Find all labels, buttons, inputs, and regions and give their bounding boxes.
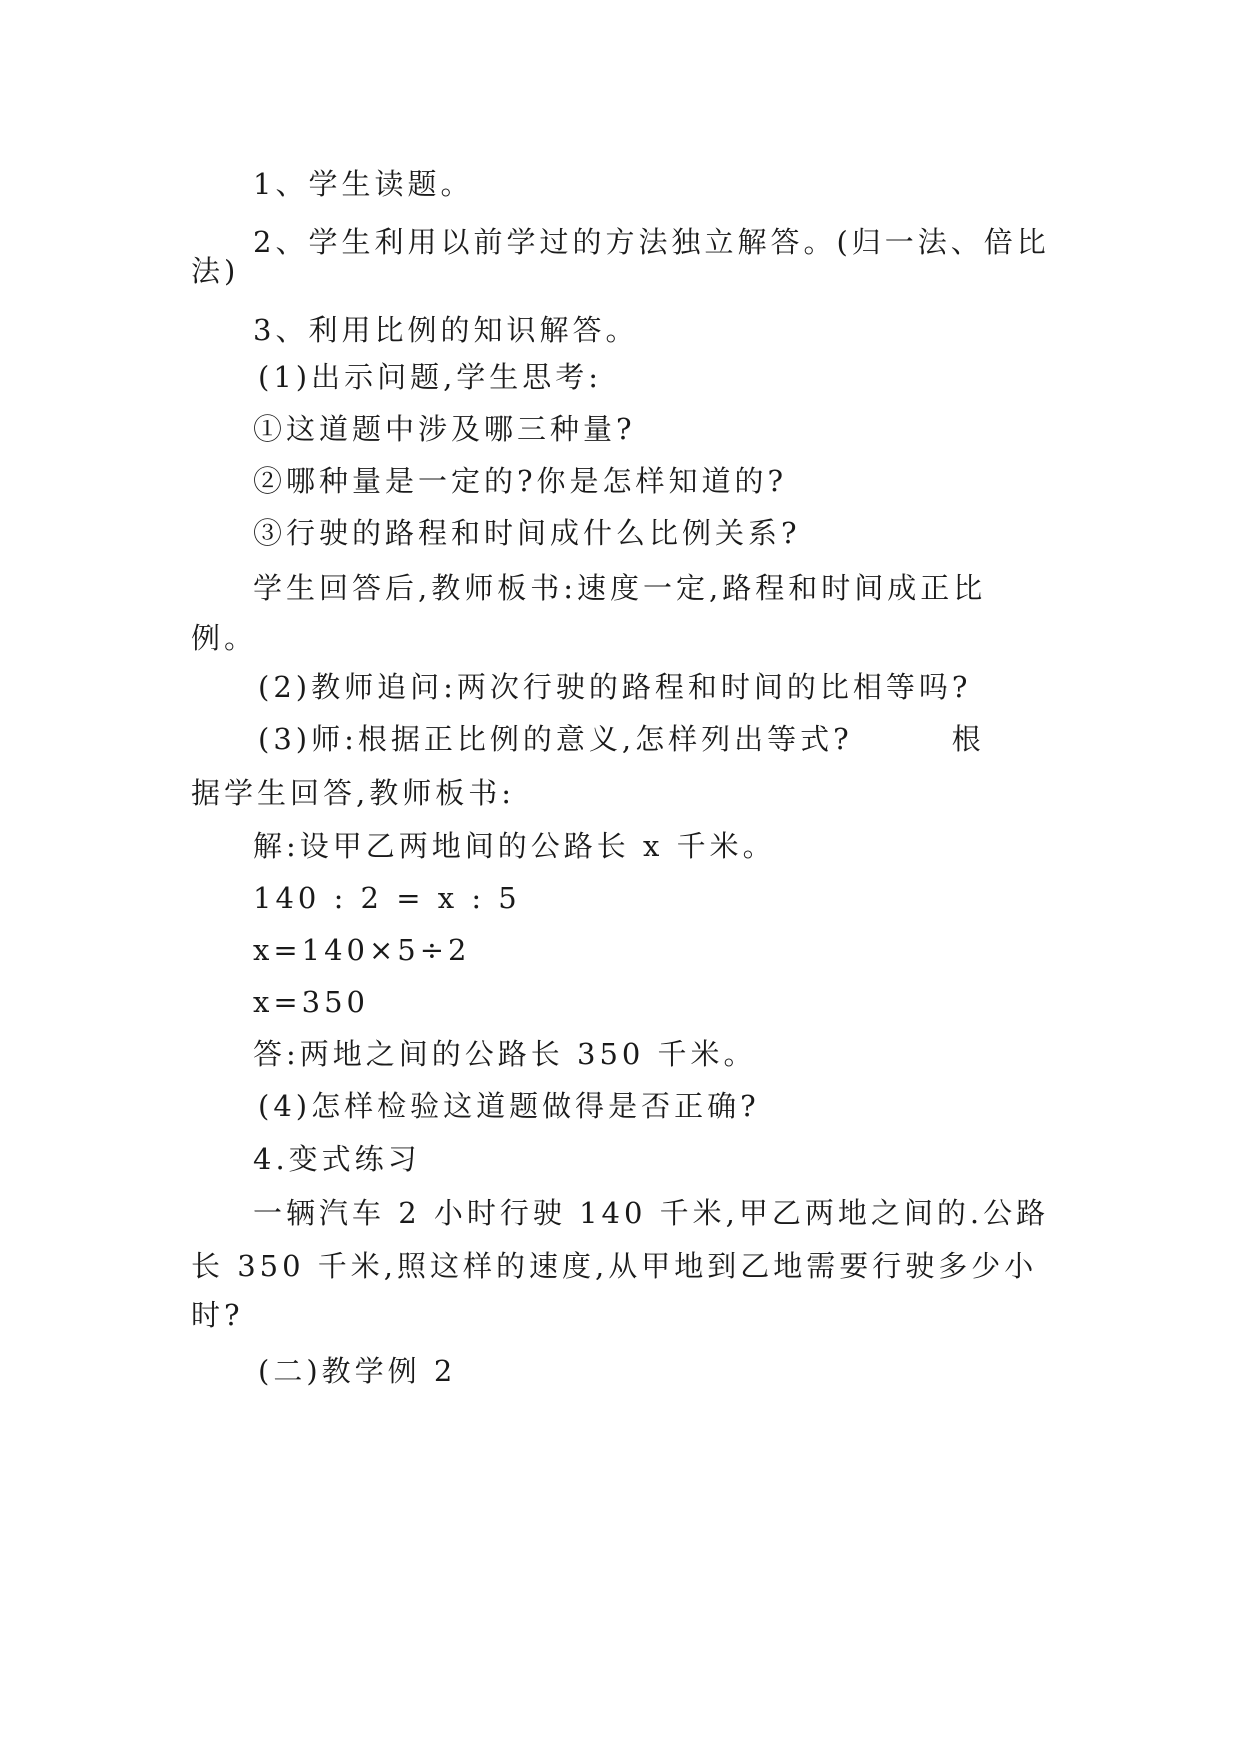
step-1-line: 1、学生读题。 [253, 167, 474, 201]
step-2-continuation: 法) [191, 254, 240, 288]
board-note-line: 学生回答后,教师板书:速度一定,路程和时间成正比 [253, 571, 987, 605]
section-two-heading: (二)教学例 2 [258, 1354, 457, 1388]
board-note-continuation: 例。 [191, 621, 258, 655]
exercise-line-3: 时? [191, 1298, 244, 1332]
proportion-equation: 140 : 2 = x : 5 [253, 881, 521, 915]
equation-step: x=140×5÷2 [253, 933, 471, 967]
question-2-line: ②哪种量是一定的?你是怎样知道的? [253, 464, 788, 498]
substep-3-continuation: 据学生回答,教师板书: [191, 776, 515, 810]
step-3-line: 3、利用比例的知识解答。 [253, 313, 639, 347]
substep-3-line: (3)师:根据正比例的意义,怎样列出等式? 根 [258, 722, 985, 756]
equation-result: x=350 [253, 985, 370, 1019]
section-4-heading: 4.变式练习 [253, 1142, 421, 1176]
exercise-line-1: 一辆汽车 2 小时行驶 140 千米,甲乙两地之间的.公路 [253, 1196, 1050, 1230]
step-2-line: 2、学生利用以前学过的方法独立解答。(归一法、倍比 [253, 225, 1050, 259]
solution-setup-line: 解:设甲乙两地间的公路长 x 千米。 [253, 829, 776, 863]
exercise-line-2: 长 350 千米,照这样的速度,从甲地到乙地需要行驶多少小 [191, 1249, 1038, 1283]
substep-4-line: (4)怎样检验这道题做得是否正确? [258, 1089, 760, 1123]
answer-line: 答:两地之间的公路长 350 千米。 [253, 1037, 757, 1071]
question-1-line: ①这道题中涉及哪三种量? [253, 412, 636, 446]
substep-2-line: (2)教师追问:两次行驶的路程和时间的比相等吗? [258, 670, 972, 704]
substep-1-line: (1)出示问题,学生思考: [258, 360, 603, 394]
question-3-line: ③行驶的路程和时间成什么比例关系? [253, 516, 801, 550]
